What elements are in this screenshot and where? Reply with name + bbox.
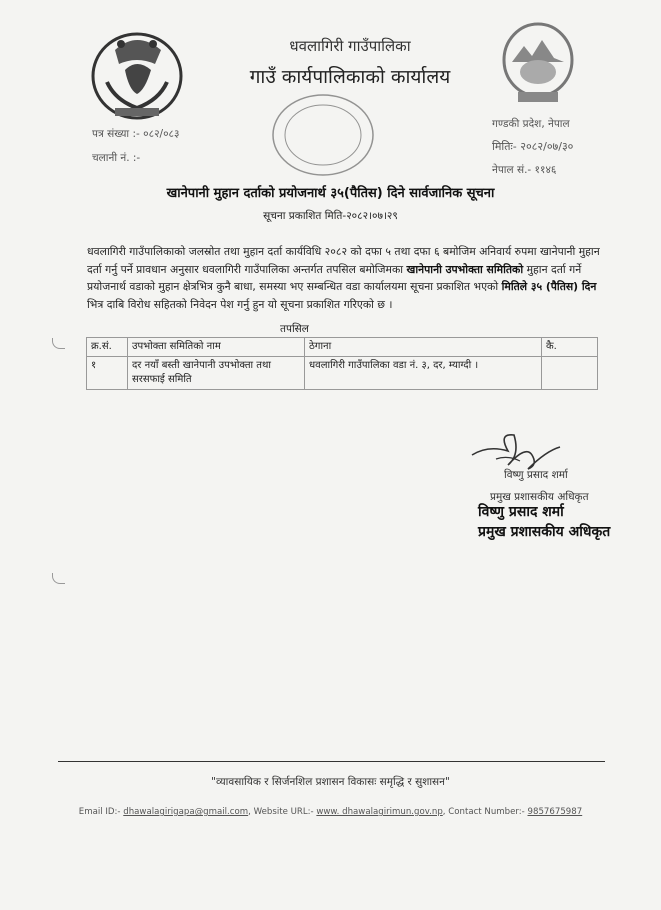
office-stamp (268, 92, 378, 178)
header-committee: उपभोक्ता समितिको नाम (128, 338, 305, 357)
body-text-3: भित्र दाबि विरोध सहितको निवेदन पेश गर्नु हुन यो सूचना प्रकाशित गरिएको छ । (87, 297, 393, 311)
notice-title: खानेपानी मुहान दर्ताको प्रयोजनार्थ ३५(पैतिस) दिने सार्वजानिक सूचना (166, 186, 495, 201)
cell-serial: १ (87, 357, 128, 390)
handwritten-signature (468, 425, 564, 473)
contact-number[interactable]: 9857675987 (527, 807, 583, 817)
footer-divider (58, 761, 605, 762)
header-remarks: कै. (542, 338, 598, 357)
table-header-row (87, 338, 598, 357)
cell-remarks (542, 357, 598, 390)
header-serial: क्र.सं. (87, 338, 128, 357)
letter-date: मितिः- २०८२/०७/३० (492, 140, 574, 153)
table-row (87, 357, 598, 390)
province-label: गण्डकी प्रदेश, नेपाल (492, 118, 570, 130)
email-label: Email ID:- (78, 807, 121, 817)
body-bold-2: मितिले ३५ (पैतिस) दिन (501, 280, 597, 294)
table-caption: तपसिल (280, 323, 309, 335)
publish-date: सूचना प्रकाशित मिति-२०८२।०७।२९ (263, 210, 398, 222)
cell-committee: दर नयाँ बस्ती खानेपानी उपभोक्ता तथा सरसफाई समिति (128, 357, 305, 390)
signatory-title-small: प्रमुख प्रशासकीय अधिकृत (490, 491, 589, 503)
municipality-seal-icon (498, 18, 578, 108)
website-link[interactable]: www. dhawalagirimun.gov.np (316, 807, 443, 817)
signatory-name-small: विष्णु प्रसाद शर्मा (504, 469, 568, 481)
footer-motto: "व्यावसायिक र सिर्जनशिल प्रशासन विकासः समृद्धि र सुशासन" (211, 776, 450, 788)
contact-label: , Contact Number:- (442, 807, 525, 817)
committee-table (86, 337, 598, 390)
municipality-name: धवलागिरी गाउँपालिका (289, 37, 411, 55)
letter-number: पत्र संख्या :- ०८२/०८३ (92, 128, 180, 140)
header-address: ठेगाना (305, 338, 542, 357)
website-label: , Website URL:- (248, 807, 314, 817)
punch-hole-mark (52, 338, 65, 349)
nepal-samvat: नेपाल सं.- ११४६ (492, 164, 557, 176)
notice-body (87, 243, 607, 313)
nepal-emblem-icon (85, 20, 190, 128)
office-name: गाउँ कार्यपालिकाको कार्यालय (249, 66, 451, 88)
body-text-2: मुहान दर्ता गर्ने प्रयोजनार्थ वडाको मुहान क्षेत्रभित्र कुनै बाधा, समस्या भए सम्बन्धित वडा कार्यालयमा सूचना प्रकाशित भएको (87, 262, 582, 294)
punch-hole-mark (52, 573, 65, 584)
dispatch-number: चलानी नं. :- (92, 152, 141, 164)
cell-address: धवलागिरी गाउँपालिका वडा नं. ३, दर, म्याग्दी । (305, 357, 542, 390)
body-bold-1: खानेपानी उपभोक्ता समितिको (406, 262, 524, 276)
email-link[interactable]: dhawalagirigapa@gmail.com (123, 807, 249, 817)
footer-contact (0, 807, 661, 817)
signatory-title-stamp: प्रमुख प्रशासकीय अधिकृत (478, 524, 611, 540)
signatory-name-stamp: विष्णु प्रसाद शर्मा (478, 504, 564, 520)
body-text-1: धवलागिरी गाउँपालिकाको जलस्रोत तथा मुहान दर्ता कार्यविधि २०८२ को दफा ५ तथा दफा ६ बमोजिम अनिवार्य रुपमा खानेपानी मुहान दर्ता गर्नु पर्ने प्रावधान अनुसार धवलागिरी गाउँपालिका अन्तर्गत तपसिल बमोजिमका (87, 245, 600, 276)
